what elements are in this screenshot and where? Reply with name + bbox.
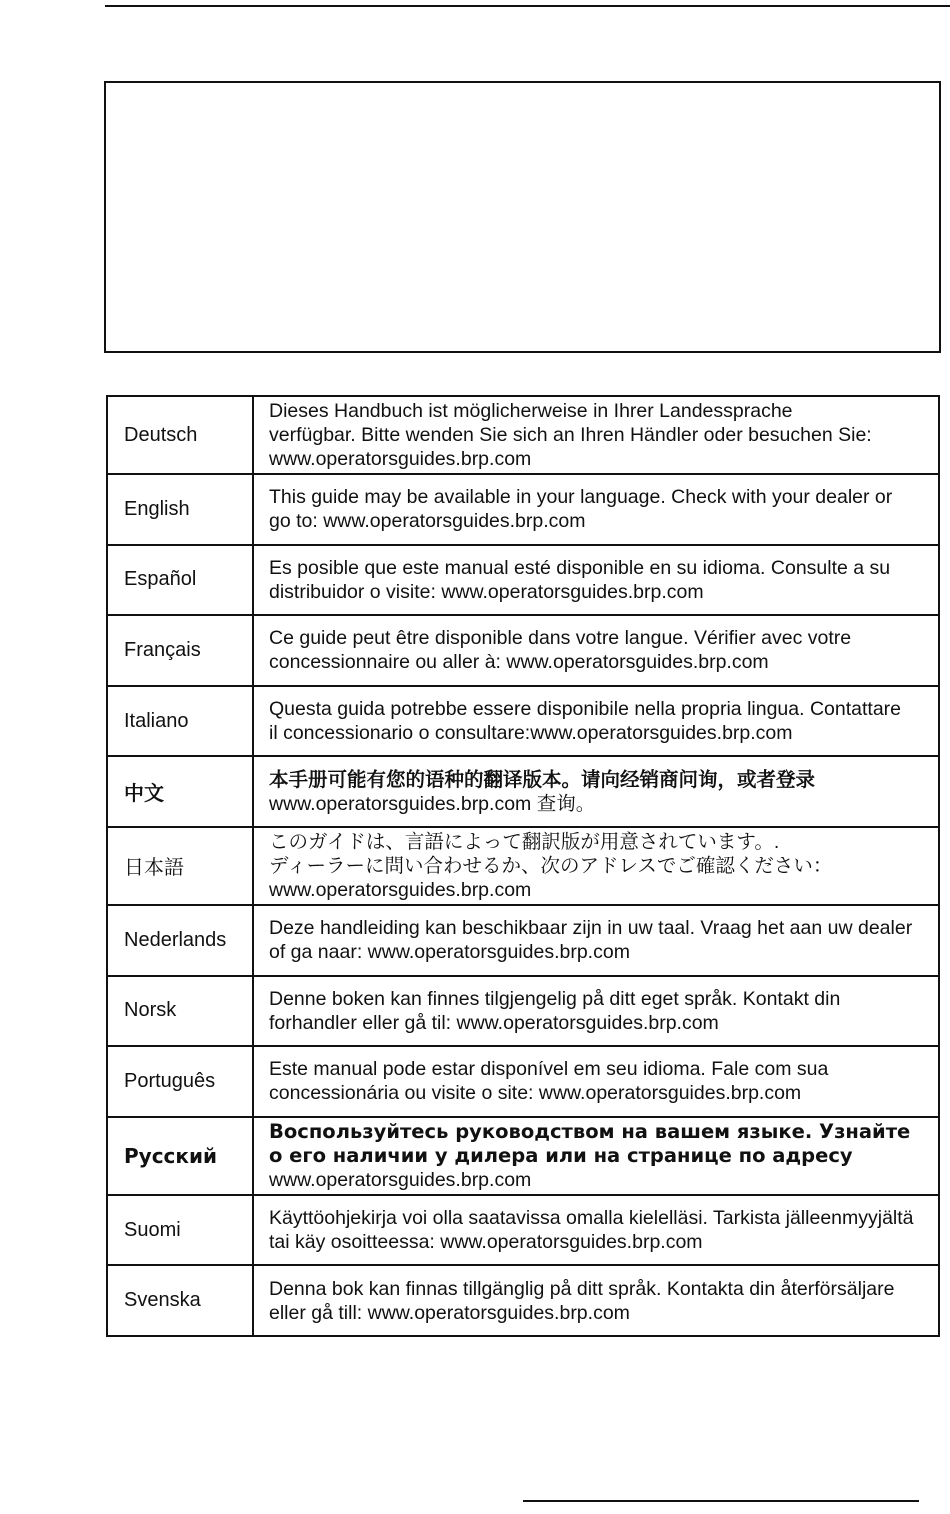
notice-line: Questa guida potrebbe essere disponibile nella propria lingua. Contattare [269, 698, 901, 721]
table-row [107, 1265, 939, 1336]
language-notice [253, 1046, 939, 1117]
notice-line: verfügbar. Bitte wenden Sie sich an Ihren Händler oder besuchen Sie: [269, 424, 872, 446]
notice-line: о его наличии у дилера или на странице по адресу [269, 1143, 853, 1167]
notice-line: tai käy osoitteessa: www.operatorsguides.brp.com [269, 1231, 703, 1254]
notice-line: Denna bok kan finnas tillgänglig på ditt språk. Kontakta din återförsäljare [269, 1277, 895, 1300]
notice-line: concessionnaire ou aller à: www.operatorsguides.brp.com [269, 651, 769, 674]
language-table-body [107, 396, 939, 1336]
notice-line: This guide may be available in your language. Check with your dealer or [269, 486, 893, 509]
language-notice [253, 474, 939, 545]
blank-box [104, 81, 941, 353]
language-notice [253, 976, 939, 1047]
notice-line: www.operatorsguides.brp.com [269, 1168, 532, 1191]
table-row [107, 1195, 939, 1266]
notice-line: concessionária ou visite o site: www.operatorsguides.brp.com [269, 1082, 802, 1105]
language-notice [253, 756, 939, 827]
notice-line: 本手册可能有您的语种的翻译版本。请向经销商问询，或者登录 [269, 767, 816, 791]
language-notice [253, 827, 939, 905]
notice-line: Denne boken kan finnes tilgjengelig på ditt eget språk. Kontakt din [269, 987, 841, 1010]
notice-line: www.operatorsguides.brp.com 查询。 [269, 792, 596, 815]
notice-line: distribuidor o visite: www.operatorsguides.brp.com [269, 580, 704, 603]
notice-line: ディーラーに問い合わせるか、次のアドレスでご確認ください： [269, 854, 833, 877]
notice-line: of ga naar: www.operatorsguides.brp.com [269, 941, 630, 964]
language-name: Nederlands [107, 905, 253, 976]
language-name: 日本語 [107, 827, 253, 905]
language-notice [253, 1117, 939, 1195]
bottom-rule [523, 1500, 919, 1502]
top-rule [105, 5, 950, 7]
language-notice [253, 1195, 939, 1266]
table-row [107, 615, 939, 686]
notice-line: Воспользуйтесь руководством на вашем языке. Узнайте [269, 1119, 911, 1143]
language-notice [253, 396, 939, 474]
notice-line: Dieses Handbuch ist möglicherweise in Ihrer Landessprache [269, 400, 793, 422]
language-name: Norsk [107, 976, 253, 1047]
language-notice [253, 905, 939, 976]
notice-line: Ce guide peut être disponible dans votre langue. Vérifier avec votre [269, 627, 852, 650]
language-notice [253, 545, 939, 616]
notice-line: eller gå till: www.operatorsguides.brp.com [269, 1301, 630, 1324]
table-row [107, 1117, 939, 1195]
table-row [107, 545, 939, 616]
notice-line: このガイドは、言語によって翻訳版が用意されています。. [269, 830, 780, 853]
language-name: Français [107, 615, 253, 686]
notice-line: il concessionario o consultare:www.operatorsguides.brp.com [269, 722, 793, 745]
table-row [107, 976, 939, 1047]
notice-line: Deze handleiding kan beschikbaar zijn in uw taal. Vraag het aan uw dealer [269, 917, 913, 940]
table-row [107, 1046, 939, 1117]
table-row [107, 474, 939, 545]
language-name: 中文 [107, 756, 253, 827]
table-row [107, 756, 939, 827]
notice-line: forhandler eller gå til: www.operatorsguides.brp.com [269, 1011, 719, 1034]
table-row [107, 396, 939, 474]
language-name: Deutsch [107, 396, 253, 474]
notice-line: www.operatorsguides.brp.com [269, 878, 532, 901]
notice-line: Käyttöohjekirja voi olla saatavissa omalla kielelläsi. Tarkista jälleenmyyjältä [269, 1207, 914, 1230]
language-notice [253, 1265, 939, 1336]
notice-line: go to: www.operatorsguides.brp.com [269, 510, 586, 533]
language-notice [253, 686, 939, 757]
language-name: Português [107, 1046, 253, 1117]
table-row [107, 827, 939, 905]
notice-line: Es posible que este manual esté disponible en su idioma. Consulte a su [269, 556, 891, 579]
table-row [107, 686, 939, 757]
notice-line: Este manual pode estar disponível em seu idioma. Fale com sua [269, 1058, 829, 1081]
notice-line: www.operatorsguides.brp.com [269, 448, 532, 470]
language-name: English [107, 474, 253, 545]
language-name: Suomi [107, 1195, 253, 1266]
language-table [106, 395, 940, 1337]
language-notice [253, 615, 939, 686]
language-name: Español [107, 545, 253, 616]
table-row [107, 905, 939, 976]
language-name: Русский [107, 1117, 253, 1195]
language-name: Svenska [107, 1265, 253, 1336]
language-name: Italiano [107, 686, 253, 757]
